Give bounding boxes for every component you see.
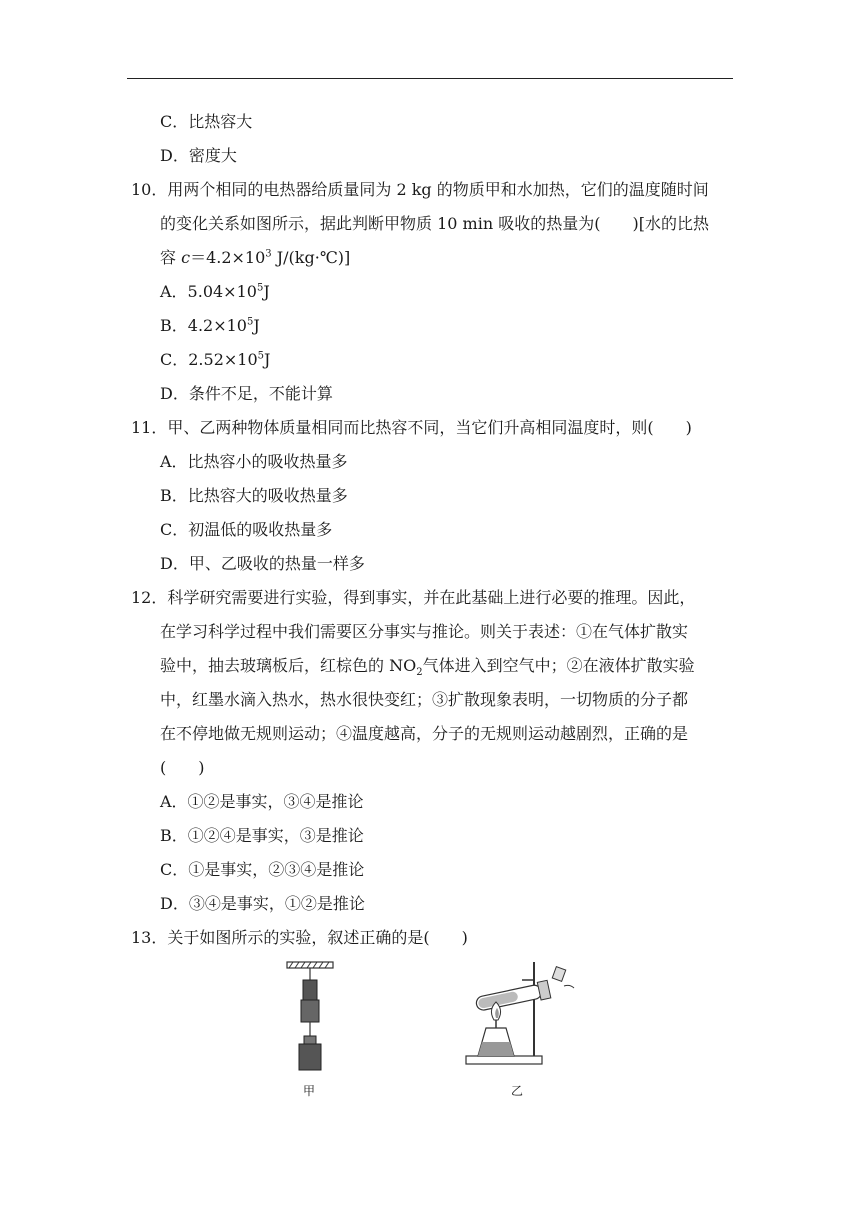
q12-stem-line5: 在不停地做无规则运动；④温度越高，分子的无规则运动越剧烈，正确的是 [160, 724, 689, 743]
q10-stem-line1 [131, 180, 709, 200]
q11-stem [131, 418, 692, 438]
q12-stem-line3: 验中，抽去玻璃板后，红棕色的 $NO_2$气体进入到空气中；②在液体扩散实验 [160, 656, 695, 679]
q10-option-d: D．条件不足，不能计算 [160, 384, 333, 403]
q12-stem-line6: ( ) [160, 758, 205, 777]
figure-jia-label: 甲 [303, 1084, 316, 1098]
q13-text: 关于如图所示的实验，叙述正确的是( ) [167, 928, 468, 947]
q9-option-c: C．比热容大 [160, 112, 253, 131]
q10-stem-line2: 的变化关系如图所示，据此判断甲物质 10 min 吸收的热量为( )[水的比热 [160, 214, 709, 233]
q10-text3-pre: 容 [160, 248, 182, 267]
header-rule [127, 78, 733, 79]
figure-yi-test-tube-heating [462, 958, 580, 1068]
q13-number: 13． [131, 928, 168, 947]
q10-text3-mid: ＝4.2×10 [190, 248, 266, 267]
q11-option-b: B．比热容大的吸收热量多 [160, 486, 348, 505]
q10-option-b: B．$4.2\times 10^5J$ [160, 316, 260, 335]
q11-option-a: A．比热容小的吸收热量多 [160, 452, 348, 471]
q10-text3-post: J/(kg·℃)] [271, 248, 351, 267]
q13-stem [131, 928, 468, 948]
q10-text1: 用两个相同的电热器给质量同为 2 kg 的物质甲和水加热，它们的温度随时间 [167, 180, 709, 199]
q10-stem-line3 [160, 248, 350, 268]
q12-option-c: C．①是事实，②③④是推论 [160, 860, 365, 879]
q11-text: 甲、乙两种物体质量相同而比热容不同，当它们升高相同温度时，则( ) [167, 418, 692, 437]
q11-option-c: C．初温低的吸收热量多 [160, 520, 333, 539]
q10-option-a: A．$5.04\times 10^5J$ [160, 282, 270, 301]
q10-option-c: C．$2.52\times 10^5J$ [160, 350, 271, 369]
q12-number: 12． [131, 588, 168, 607]
q12-option-a: A．①②是事实，③④是推论 [160, 792, 364, 811]
q10-var-c: c [181, 248, 191, 267]
q11-number: 11． [131, 418, 168, 437]
q12-option-b: B．①②④是事实，③是推论 [160, 826, 364, 845]
q11-option-d: D．甲、乙吸收的热量一样多 [160, 554, 365, 573]
q10-number: 10． [131, 180, 168, 199]
q12-stem-line1 [131, 588, 695, 608]
figure-jia-lead-cylinders [285, 960, 335, 1078]
q12-option-d: D．③④是事实，①②是推论 [160, 894, 365, 913]
q12-text1: 科学研究需要进行实验，得到事实，并在此基础上进行必要的推理。因此， [167, 588, 696, 607]
q10-exp: 3 [265, 248, 272, 260]
q12-stem-line2: 在学习科学过程中我们需要区分事实与推论。则关于表述：①在气体扩散实 [160, 622, 689, 641]
q9-option-d: D．密度大 [160, 146, 237, 165]
q12-stem-line4: 中，红墨水滴入热水，热水很快变红；③扩散现象表明，一切物质的分子都 [160, 690, 689, 709]
figure-yi-label: 乙 [511, 1084, 524, 1098]
